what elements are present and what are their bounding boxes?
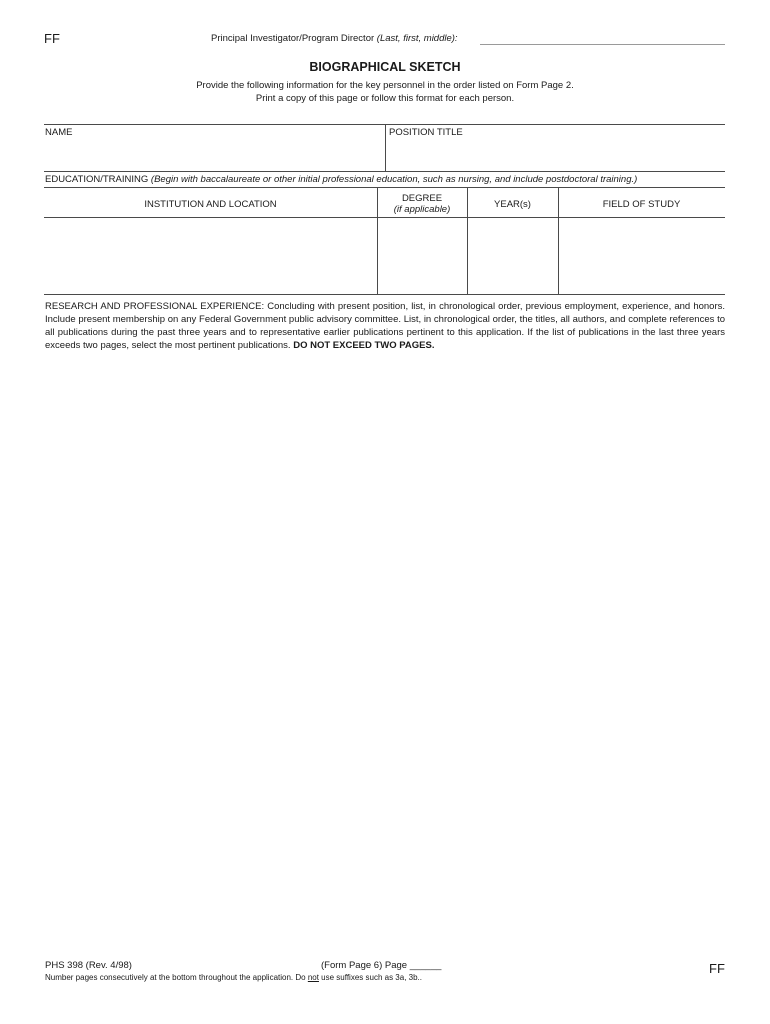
name-label: NAME bbox=[45, 127, 73, 138]
education-header-bottom-rule bbox=[44, 217, 725, 218]
education-label-italic: (Begin with baccalaureate or other initial professional education, such as nursing, and include postdoctoral training.) bbox=[150, 174, 638, 185]
footer-note bbox=[45, 973, 422, 982]
position-title-field[interactable] bbox=[389, 140, 723, 169]
col-header-institution: INSTITUTION AND LOCATION bbox=[144, 199, 277, 210]
research-experience-instructions bbox=[45, 300, 725, 352]
research-text: RESEARCH AND PROFESSIONAL EXPERIENCE: Concluding with present position, list, in chronological order, previous employment, experience, and honors. Include present membership on any Federal Government public advisory committee. List, in chronological order, the titles, all authors, and complete references to all publications during the past three years and to representative earlier publications pertinent to this application. If the list of publications in the last three years exceeds two pages, select the most pertinent publications. bbox=[45, 301, 725, 351]
page-number-label: (Form Page 6) Page ______ bbox=[321, 960, 442, 971]
footer-note-post: use suffixes such as 3a, 3b.. bbox=[318, 973, 422, 982]
footer-note-not: not bbox=[307, 973, 319, 982]
education-label-text: EDUCATION/TRAINING bbox=[45, 174, 149, 185]
pi-label-text: Principal Investigator/Program Director bbox=[211, 33, 375, 44]
page-title: BIOGRAPHICAL SKETCH bbox=[309, 60, 461, 74]
col-header-degree: DEGREE bbox=[401, 193, 443, 204]
col-header-degree-sub: (if applicable) bbox=[393, 204, 451, 215]
institution-entry-cell[interactable] bbox=[45, 219, 376, 293]
form-code-left: FF bbox=[44, 31, 60, 46]
name-box-divider bbox=[385, 124, 386, 171]
position-title-label: POSITION TITLE bbox=[389, 127, 463, 138]
pi-label-italic: (Last, first, middle): bbox=[376, 33, 458, 44]
field-entry-cell[interactable] bbox=[560, 219, 724, 293]
form-id: PHS 398 (Rev. 4/98) bbox=[45, 960, 132, 971]
research-entry-area[interactable] bbox=[45, 356, 725, 946]
instructions-line-1: Provide the following information for the key personnel in the order listed on Form Page 2. bbox=[196, 80, 574, 91]
pi-label bbox=[211, 33, 458, 44]
footer-note-pre: Number pages consecutively at the bottom throughout the application. Do bbox=[45, 973, 308, 982]
instructions-line-2: Print a copy of this page or follow this format for each person. bbox=[255, 93, 515, 104]
degree-entry-cell[interactable] bbox=[379, 219, 466, 293]
name-field[interactable] bbox=[45, 140, 381, 169]
form-code-right: FF bbox=[709, 961, 725, 976]
education-label bbox=[45, 174, 725, 185]
years-entry-cell[interactable] bbox=[469, 219, 557, 293]
pi-name-line[interactable] bbox=[480, 32, 725, 45]
research-emphasis: DO NOT EXCEED TWO PAGES. bbox=[293, 340, 435, 351]
education-header-top-rule bbox=[44, 187, 725, 188]
col-header-field: FIELD OF STUDY bbox=[602, 199, 681, 210]
name-box-bottom-rule bbox=[44, 171, 725, 172]
education-bottom-rule bbox=[44, 294, 725, 295]
col-header-years: YEAR(s) bbox=[494, 199, 531, 210]
